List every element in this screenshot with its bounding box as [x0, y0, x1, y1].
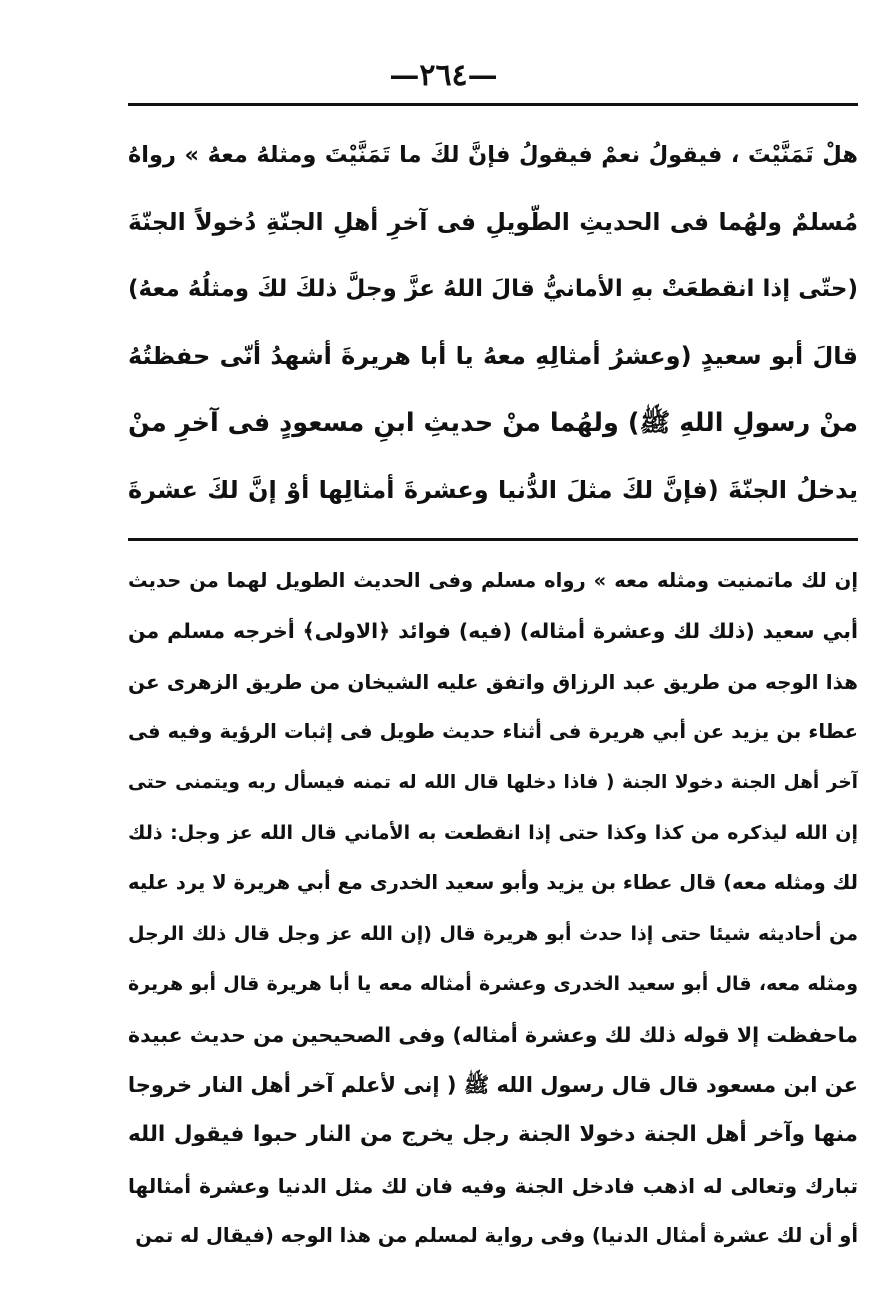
page-number: —٢٦٤—	[389, 58, 498, 93]
main-text-line: (حتّى إذا انقطعَتْ بهِ الأمانيُّ قالَ اللهُ عزَّ وجلَّ ذلكَ لكَ ومثلُهُ معهُ)	[128, 276, 858, 302]
footnote-line: عن ابن مسعود قال قال رسول الله ﷺ ( إنى لأعلم آخر أهل النار خروجا	[128, 1072, 858, 1097]
main-text-line: منْ رسولِ اللهِ ﷺ) ولهُما منْ حديثِ ابنِ مسعودٍ فى آخرِ منْ	[128, 408, 858, 438]
footnote-line: لك ومثله معه) قال عطاء بن يزيد وأبو سعيد الخدرى مع أبي هريرة لا يرد عليه	[128, 871, 858, 895]
footnote-line: إن الله ليذكره من كذا وكذا حتى إذا انقطعت به الأماني قال الله عز وجل: ذلك	[128, 821, 858, 844]
main-text-line: يدخلُ الجنّةَ (فإنَّ لكَ مثلَ الدُّنيا وعشرةَ أمثالِها أوْ إنَّ لكَ عشرةَ	[128, 476, 858, 504]
footnote-line: إن لك ماتمنيت ومثله معه » رواه مسلم وفى الحديث الطويل لهما من حديث	[128, 569, 858, 592]
footnote-line: أبي سعيد (ذلك لك وعشرة أمثاله) (فيه) فوائد ﴿الاولى﴾ أخرجه مسلم من	[128, 619, 858, 644]
main-text-block	[128, 122, 858, 524]
footnote-line: آخر أهل الجنة دخولا الجنة ( فاذا دخلها قال الله له تمنه فيسأل ربه ويتمنى حتى	[128, 771, 858, 793]
footnote-line: هذا الوجه من طريق عبد الرزاق واتفق عليه الشيخان من طريق الزهرى عن	[128, 669, 858, 694]
footnote-line: تبارك وتعالى له اذهب فادخل الجنة وفيه فان لك مثل الدنيا وعشرة أمثالها	[128, 1173, 858, 1198]
footnote-text-block	[128, 556, 858, 1261]
footnote-line: ماحفظت إلا قوله ذلك لك وعشرة أمثاله) وفى الصحيحين من حديث عبيدة	[128, 1022, 858, 1047]
footnote-divider	[128, 538, 858, 541]
footnote-line: ومثله معه، قال أبو سعيد الخدرى وعشرة أمثاله معه يا أبا هريرة قال أبو هريرة	[128, 973, 858, 996]
footnote-line: من أحاديثه شيئا حتى إذا حدث أبو هريرة قال (إن الله عز وجل قال ذلك الرجل	[128, 922, 858, 945]
footnote-line: منها وآخر أهل الجنة دخولا الجنة رجل يخرج من النار حبوا فيقول الله	[128, 1122, 858, 1148]
main-text-line: قالَ أبو سعيدٍ (وعشرُ أمثالِهِ معهُ يا أبا هريرةَ أشهدُ أنّى حفظتُهُ	[128, 342, 858, 370]
footnote-line: عطاء بن يزيد عن أبي هريرة فى أثناء حديث طويل فى إثبات الرؤية وفيه فى	[128, 720, 858, 744]
top-divider	[128, 103, 858, 106]
footnote-line: أو أن لك عشرة أمثال الدنيا) وفى رواية لمسلم من هذا الوجه (فيقال له تمن	[135, 1224, 858, 1248]
main-text-line: هلْ تَمَنَّيْتَ ، فيقولُ نعمْ فيقولُ فإنَّ لكَ ما تَمَنَّيْتَ ومثلهُ معهُ » رواهُ	[128, 142, 858, 168]
main-text-line: مُسلمٌ ولهُما فى الحديثِ الطّويلِ فى آخرِ أهلِ الجنّةِ دُخولاً الجنّةَ	[128, 208, 858, 236]
